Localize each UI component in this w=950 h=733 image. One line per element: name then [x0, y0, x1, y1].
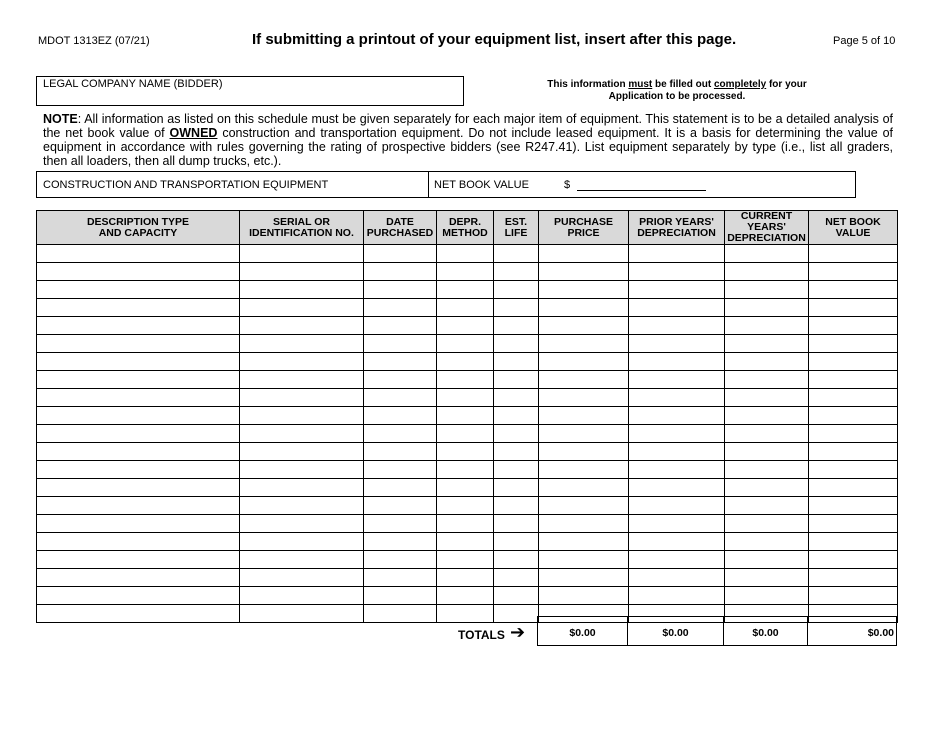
table-cell[interactable] — [539, 299, 629, 317]
table-cell[interactable] — [364, 263, 437, 281]
table-cell[interactable] — [437, 407, 494, 425]
table-cell[interactable] — [539, 533, 629, 551]
column-header: SERIAL OR IDENTIFICATION NO. — [240, 211, 364, 245]
table-cell[interactable] — [494, 317, 539, 335]
table-cell[interactable] — [725, 245, 809, 263]
table-cell[interactable] — [809, 425, 898, 443]
fill-note-line2: Application to be processed. — [608, 91, 746, 102]
column-header: NET BOOK VALUE — [809, 211, 898, 245]
table-cell[interactable] — [37, 263, 240, 281]
table-cell[interactable] — [725, 371, 809, 389]
table-cell[interactable] — [37, 335, 240, 353]
table-cell[interactable] — [809, 371, 898, 389]
equipment-summary-box — [36, 171, 856, 198]
table-row — [37, 299, 898, 317]
table-cell[interactable] — [364, 479, 437, 497]
table-row — [37, 263, 898, 281]
arrow-right-icon: ➔ — [510, 622, 526, 642]
table-cell[interactable] — [539, 371, 629, 389]
totals-label: TOTALS — [458, 628, 505, 642]
table-row — [37, 389, 898, 407]
table-cell[interactable] — [364, 245, 437, 263]
table-cell[interactable] — [629, 371, 725, 389]
table-row — [37, 425, 898, 443]
table-cell[interactable] — [37, 479, 240, 497]
table-cell[interactable] — [494, 551, 539, 569]
table-cell[interactable] — [494, 299, 539, 317]
table-cell[interactable] — [539, 335, 629, 353]
table-cell[interactable] — [725, 299, 809, 317]
total-current-depreciation-value: $0.00 — [752, 627, 779, 639]
table-row — [37, 443, 898, 461]
table-cell[interactable] — [37, 515, 240, 533]
table-cell[interactable] — [809, 245, 898, 263]
table-cell[interactable] — [809, 389, 898, 407]
table-row — [37, 533, 898, 551]
table-cell[interactable] — [437, 497, 494, 515]
column-header: DEPR. METHOD — [437, 211, 494, 245]
table-cell[interactable] — [240, 551, 364, 569]
table-cell[interactable] — [725, 569, 809, 587]
table-cell[interactable] — [809, 281, 898, 299]
table-cell[interactable] — [725, 353, 809, 371]
table-cell[interactable] — [809, 515, 898, 533]
table-cell[interactable] — [809, 317, 898, 335]
page-number: Page 5 of 10 — [833, 35, 896, 47]
table-cell[interactable] — [37, 461, 240, 479]
table-cell[interactable] — [539, 479, 629, 497]
form-code: MDOT 1313EZ (07/21) — [38, 35, 150, 47]
table-row — [37, 353, 898, 371]
table-cell[interactable] — [809, 497, 898, 515]
company-name-input[interactable] — [43, 91, 457, 105]
table-cell[interactable] — [364, 371, 437, 389]
table-cell[interactable] — [809, 263, 898, 281]
table-cell[interactable] — [725, 263, 809, 281]
note-paragraph — [43, 112, 893, 168]
column-header: PRIOR YEARS' DEPRECIATION — [629, 211, 725, 245]
table-cell[interactable] — [364, 515, 437, 533]
table-cell[interactable] — [494, 605, 539, 623]
table-cell[interactable] — [240, 263, 364, 281]
table-cell[interactable] — [629, 515, 725, 533]
table-cell[interactable] — [240, 353, 364, 371]
table-cell[interactable] — [494, 245, 539, 263]
table-cell[interactable] — [494, 569, 539, 587]
table-row — [37, 551, 898, 569]
table-cell[interactable] — [37, 371, 240, 389]
table-row — [37, 479, 898, 497]
dollar-sign: $ — [564, 179, 571, 191]
table-cell[interactable] — [240, 587, 364, 605]
table-cell[interactable] — [629, 569, 725, 587]
table-row — [37, 371, 898, 389]
table-cell[interactable] — [240, 497, 364, 515]
table-cell[interactable] — [240, 479, 364, 497]
table-cell[interactable] — [725, 317, 809, 335]
table-cell[interactable] — [240, 281, 364, 299]
table-cell[interactable] — [37, 425, 240, 443]
table-cell[interactable] — [240, 443, 364, 461]
table-cell[interactable] — [494, 515, 539, 533]
table-cell[interactable] — [37, 353, 240, 371]
table-cell[interactable] — [240, 371, 364, 389]
column-header: CURRENT YEARS' DEPRECIATION — [725, 211, 809, 245]
table-cell[interactable] — [629, 551, 725, 569]
table-cell[interactable] — [494, 281, 539, 299]
table-header-row — [37, 211, 898, 245]
table-cell[interactable] — [494, 497, 539, 515]
table-cell[interactable] — [539, 515, 629, 533]
table-cell[interactable] — [494, 587, 539, 605]
table-cell[interactable] — [539, 587, 629, 605]
table-cell[interactable] — [725, 497, 809, 515]
table-cell[interactable] — [725, 335, 809, 353]
table-cell[interactable] — [629, 335, 725, 353]
table-cell[interactable] — [437, 317, 494, 335]
table-cell[interactable] — [629, 281, 725, 299]
table-cell[interactable] — [539, 551, 629, 569]
page-title: If submitting a printout of your equipment list, insert after this page. — [252, 31, 737, 48]
table-cell[interactable] — [809, 533, 898, 551]
company-name-field-box — [36, 76, 464, 106]
note-label: NOTE — [43, 112, 78, 126]
table-cell[interactable] — [494, 479, 539, 497]
table-cell[interactable] — [809, 587, 898, 605]
table-cell[interactable] — [539, 389, 629, 407]
total-prior-depreciation-value: $0.00 — [662, 627, 689, 639]
total-net-book-value[interactable] — [807, 616, 897, 646]
total-current-depreciation[interactable] — [723, 616, 808, 646]
table-row — [37, 587, 898, 605]
table-cell[interactable] — [437, 263, 494, 281]
table-cell[interactable] — [437, 245, 494, 263]
table-cell[interactable] — [809, 299, 898, 317]
column-header: EST. LIFE — [494, 211, 539, 245]
table-cell[interactable] — [37, 587, 240, 605]
equipment-table — [36, 210, 898, 623]
table-cell[interactable] — [725, 389, 809, 407]
table-cell[interactable] — [240, 533, 364, 551]
table-cell[interactable] — [539, 317, 629, 335]
table-cell[interactable] — [725, 479, 809, 497]
column-header: PURCHASE PRICE — [539, 211, 629, 245]
table-cell[interactable] — [539, 263, 629, 281]
table-cell[interactable] — [539, 569, 629, 587]
table-cell[interactable] — [494, 443, 539, 461]
table-cell[interactable] — [494, 353, 539, 371]
table-cell[interactable] — [629, 479, 725, 497]
table-cell[interactable] — [437, 515, 494, 533]
fill-note-part1: This information — [547, 79, 629, 90]
table-cell[interactable] — [364, 389, 437, 407]
table-cell[interactable] — [629, 263, 725, 281]
total-purchase-price-value: $0.00 — [569, 627, 596, 639]
table-cell[interactable] — [725, 461, 809, 479]
fill-note-must: must — [628, 79, 653, 90]
table-cell[interactable] — [629, 353, 725, 371]
fill-note-part3: for your — [766, 79, 807, 90]
table-cell[interactable] — [37, 443, 240, 461]
table-cell[interactable] — [37, 245, 240, 263]
table-cell[interactable] — [437, 605, 494, 623]
note-text-2: construction and transportation equipment. Do not include leased equipment. It is a basis for determining the value of equipment in accordance with rules governing the rating of prospective bidders (see R247.41). List equipment separately by type (i.e., list all graders, then all loaders, then all dump trucks, etc.). — [43, 126, 894, 168]
table-cell[interactable] — [629, 407, 725, 425]
table-cell[interactable] — [809, 461, 898, 479]
table-row — [37, 281, 898, 299]
table-cell[interactable] — [629, 389, 725, 407]
table-cell[interactable] — [539, 425, 629, 443]
table-cell[interactable] — [240, 335, 364, 353]
table-row — [37, 497, 898, 515]
table-cell[interactable] — [240, 245, 364, 263]
table-cell[interactable] — [437, 551, 494, 569]
table-cell[interactable] — [364, 281, 437, 299]
table-cell[interactable] — [364, 497, 437, 515]
table-cell[interactable] — [364, 443, 437, 461]
table-cell[interactable] — [37, 551, 240, 569]
table-cell[interactable] — [240, 605, 364, 623]
equipment-section-label: CONSTRUCTION AND TRANSPORTATION EQUIPMENT — [43, 179, 329, 191]
table-row — [37, 245, 898, 263]
total-purchase-price[interactable] — [537, 616, 628, 646]
table-cell[interactable] — [437, 443, 494, 461]
table-cell[interactable] — [37, 569, 240, 587]
table-cell[interactable] — [37, 533, 240, 551]
table-cell[interactable] — [364, 569, 437, 587]
table-cell[interactable] — [809, 443, 898, 461]
table-cell[interactable] — [37, 605, 240, 623]
table-cell[interactable] — [240, 389, 364, 407]
table-cell[interactable] — [437, 335, 494, 353]
table-cell[interactable] — [240, 515, 364, 533]
table-row — [37, 407, 898, 425]
table-cell[interactable] — [494, 389, 539, 407]
note-owned: OWNED — [169, 126, 218, 140]
table-cell[interactable] — [725, 551, 809, 569]
table-cell[interactable] — [629, 587, 725, 605]
total-prior-depreciation[interactable] — [627, 616, 724, 646]
table-cell[interactable] — [437, 461, 494, 479]
table-cell[interactable] — [240, 425, 364, 443]
company-name-label: LEGAL COMPANY NAME (BIDDER) — [43, 78, 223, 90]
table-cell[interactable] — [37, 299, 240, 317]
table-cell[interactable] — [809, 479, 898, 497]
table-cell[interactable] — [364, 425, 437, 443]
table-cell[interactable] — [37, 281, 240, 299]
table-cell[interactable] — [629, 461, 725, 479]
table-cell[interactable] — [494, 263, 539, 281]
table-row — [37, 461, 898, 479]
table-cell[interactable] — [364, 587, 437, 605]
table-cell[interactable] — [437, 299, 494, 317]
table-cell[interactable] — [437, 425, 494, 443]
table-cell[interactable] — [725, 425, 809, 443]
table-cell[interactable] — [539, 245, 629, 263]
table-cell[interactable] — [539, 407, 629, 425]
table-cell[interactable] — [725, 443, 809, 461]
table-cell[interactable] — [539, 281, 629, 299]
table-cell[interactable] — [725, 281, 809, 299]
table-cell[interactable] — [364, 551, 437, 569]
table-cell[interactable] — [494, 425, 539, 443]
table-cell[interactable] — [437, 479, 494, 497]
table-cell[interactable] — [629, 533, 725, 551]
table-cell[interactable] — [437, 389, 494, 407]
table-cell[interactable] — [725, 407, 809, 425]
table-cell[interactable] — [809, 551, 898, 569]
note-text-1: : All information as listed on this schedule must be given separately for each major item of equipment. This statement is to be a detailed analysis of the net book value of — [43, 112, 893, 140]
table-cell[interactable] — [37, 497, 240, 515]
table-cell[interactable] — [539, 353, 629, 371]
net-book-value-input[interactable] — [577, 190, 706, 191]
table-cell[interactable] — [437, 281, 494, 299]
table-cell[interactable] — [629, 299, 725, 317]
table-cell[interactable] — [809, 353, 898, 371]
table-cell[interactable] — [37, 389, 240, 407]
net-book-value-label: NET BOOK VALUE — [434, 179, 529, 191]
table-cell[interactable] — [809, 407, 898, 425]
table-cell[interactable] — [629, 317, 725, 335]
table-cell[interactable] — [240, 317, 364, 335]
table-cell[interactable] — [437, 533, 494, 551]
table-cell[interactable] — [629, 497, 725, 515]
table-cell[interactable] — [629, 425, 725, 443]
table-cell[interactable] — [240, 407, 364, 425]
table-cell[interactable] — [240, 569, 364, 587]
table-cell[interactable] — [494, 335, 539, 353]
fill-note-completely: completely — [713, 79, 767, 90]
table-cell[interactable] — [437, 371, 494, 389]
table-cell[interactable] — [725, 533, 809, 551]
table-cell[interactable] — [364, 533, 437, 551]
total-net-book-value-value: $0.00 — [867, 627, 894, 639]
table-cell[interactable] — [725, 515, 809, 533]
table-body — [37, 245, 898, 623]
table-cell[interactable] — [809, 569, 898, 587]
table-cell[interactable] — [364, 407, 437, 425]
table-cell[interactable] — [364, 317, 437, 335]
table-cell[interactable] — [437, 587, 494, 605]
table-cell[interactable] — [37, 407, 240, 425]
table-cell[interactable] — [364, 299, 437, 317]
table-row — [37, 317, 898, 335]
table-cell[interactable] — [437, 569, 494, 587]
table-cell[interactable] — [494, 533, 539, 551]
table-cell[interactable] — [494, 461, 539, 479]
table-cell[interactable] — [629, 443, 725, 461]
table-cell[interactable] — [539, 497, 629, 515]
table-row — [37, 569, 898, 587]
table-cell[interactable] — [364, 335, 437, 353]
table-cell[interactable] — [725, 587, 809, 605]
table-row — [37, 515, 898, 533]
table-cell[interactable] — [809, 335, 898, 353]
table-cell[interactable] — [37, 317, 240, 335]
table-cell[interactable] — [364, 353, 437, 371]
column-header: DESCRIPTION TYPE AND CAPACITY — [37, 211, 240, 245]
table-cell[interactable] — [539, 461, 629, 479]
fill-note-part2: be filled out — [652, 79, 714, 90]
table-cell[interactable] — [494, 371, 539, 389]
table-cell[interactable] — [539, 443, 629, 461]
table-row — [37, 335, 898, 353]
column-header: DATE PURCHASED — [364, 211, 437, 245]
table-cell[interactable] — [240, 461, 364, 479]
table-cell[interactable] — [240, 299, 364, 317]
table-cell[interactable] — [364, 605, 437, 623]
table-cell[interactable] — [364, 461, 437, 479]
fill-out-notice — [535, 79, 819, 103]
table-cell[interactable] — [494, 407, 539, 425]
table-cell[interactable] — [629, 245, 725, 263]
summary-divider — [428, 172, 429, 197]
table-cell[interactable] — [437, 353, 494, 371]
